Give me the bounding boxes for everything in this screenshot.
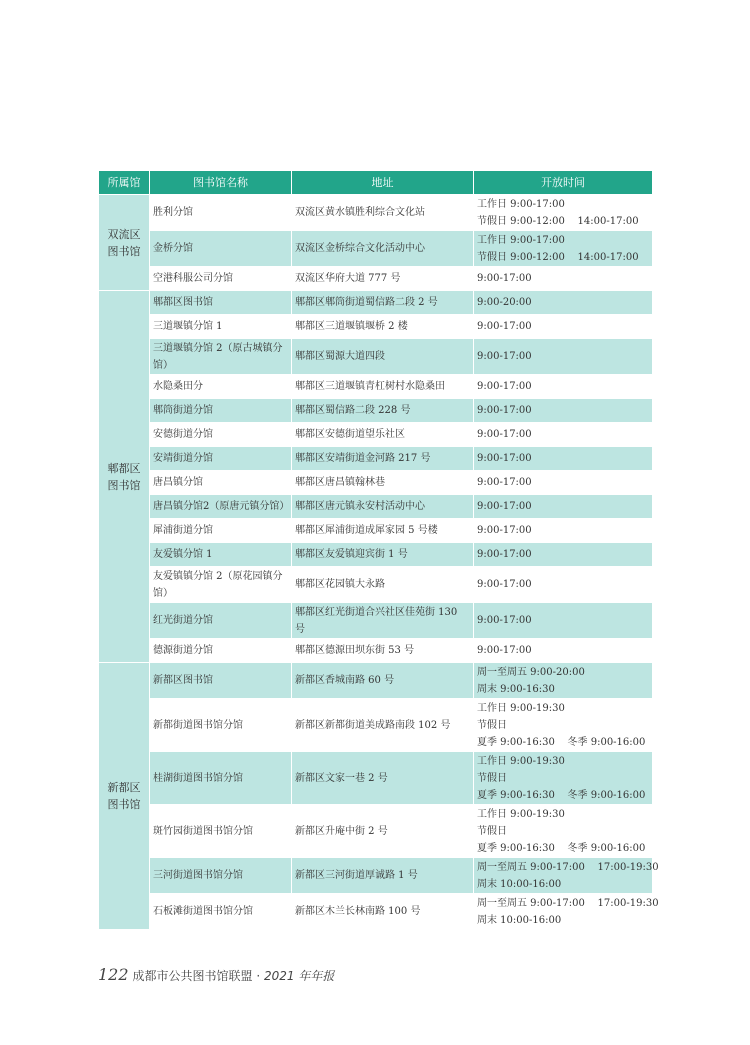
report-year: 2021 年年报: [264, 969, 335, 983]
address-cell: 郫都区蜀信路二段 228 号: [292, 399, 474, 423]
library-name-cell: 金桥分馆: [150, 231, 292, 267]
table-row: [99, 699, 653, 752]
address-cell: 郫都区花园镇大永路: [292, 567, 474, 603]
opening-hours-cell: [474, 805, 653, 858]
library-name-cell: 新都区图书馆: [150, 663, 292, 699]
library-name-cell: 斑竹园街道图书馆分馆: [150, 805, 292, 858]
address-cell: 新都区三河街道厚诚路 1 号: [292, 858, 474, 894]
page-footer: [98, 965, 334, 984]
library-name-cell: 三道堰镇分馆 2（原古城镇分馆）: [150, 339, 292, 375]
opening-hours-line: 节假日: [477, 719, 507, 731]
table-row: [99, 231, 653, 267]
opening-hours-line: 节假日: [477, 772, 507, 784]
table-row: [99, 639, 653, 663]
table-row: [99, 894, 653, 930]
address-cell: 郫都区唐昌镇翰林巷: [292, 471, 474, 495]
library-name-cell: 三道堰镇分馆 1: [150, 315, 292, 339]
opening-hours-line: 9:00-17:00: [477, 525, 532, 536]
address-cell: 郫都区唐元镇永安村活动中心: [292, 495, 474, 519]
table-row: [99, 195, 653, 231]
opening-hours-line: 9:00-17:00: [477, 405, 532, 416]
address-cell: 郫都区友爱镇迎宾街 1 号: [292, 543, 474, 567]
address-cell: 新都区木兰长林南路 100 号: [292, 894, 474, 930]
table-row: [99, 375, 653, 399]
address-cell: 双流区黄水镇胜利综合文化站: [292, 195, 474, 231]
opening-hours-line: 9:00-17:00: [477, 453, 532, 464]
library-name-cell: 郫筒街道分馆: [150, 399, 292, 423]
table-row: [99, 423, 653, 447]
table-header-row: [99, 171, 653, 195]
header-address: 地址: [292, 171, 474, 195]
opening-hours-cell: [474, 291, 653, 315]
address-cell: 双流区华府大道 777 号: [292, 267, 474, 291]
opening-hours-line: 9:00-17:00: [477, 381, 532, 392]
opening-hours-line: 夏季 9:00-16:30 冬季 9:00-16:00: [477, 789, 646, 801]
header-opening-hours: 开放时间: [474, 171, 653, 195]
header-district: 所属馆: [99, 171, 150, 195]
address-cell: 郫都区安靖街道金河路 217 号: [292, 447, 474, 471]
address-cell: 郫都区蜀源大道四段: [292, 339, 474, 375]
opening-hours-line: 周末 9:00-16:30: [477, 683, 555, 695]
opening-hours-line: 9:00-17:00: [477, 429, 532, 440]
address-cell: 郫都区安德街道望乐社区: [292, 423, 474, 447]
opening-hours-cell: [474, 231, 653, 267]
address-cell: 新都区文家一巷 2 号: [292, 752, 474, 805]
opening-hours-line: 9:00-17:00: [477, 321, 532, 332]
opening-hours-line: 周末 10:00-16:00: [477, 914, 562, 926]
library-name-cell: 红光街道分馆: [150, 603, 292, 639]
table-body: [99, 195, 659, 930]
opening-hours-cell: [474, 567, 653, 603]
library-name-cell: 郫都区图书馆: [150, 291, 292, 315]
library-name-cell: 唐昌镇分馆2（原唐元镇分馆）: [150, 495, 292, 519]
opening-hours-cell: [474, 423, 653, 447]
opening-hours-cell: [474, 471, 653, 495]
opening-hours-line: 9:00-17:00: [477, 579, 532, 590]
publication-name: 成都市公共图书馆联盟 ·: [132, 969, 264, 983]
library-name-cell: 唐昌镇分馆: [150, 471, 292, 495]
page-number: 122: [98, 965, 129, 984]
opening-hours-line: 9:00-17:00: [477, 501, 532, 512]
opening-hours-cell: [474, 699, 653, 752]
table-row: [99, 291, 653, 315]
opening-hours-line: 节假日 9:00-12:00 14:00-17:00: [477, 215, 639, 227]
table-row: [99, 315, 653, 339]
opening-hours-line: 9:00-17:00: [477, 477, 532, 488]
address-cell: 新都区新都街道美成路南段 102 号: [292, 699, 474, 752]
address-cell: 郫都区三道堰镇堰桥 2 楼: [292, 315, 474, 339]
address-cell: 新都区香城南路 60 号: [292, 663, 474, 699]
opening-hours-line: 9:00-17:00: [477, 549, 532, 560]
address-cell: 新都区升庵中街 2 号: [292, 805, 474, 858]
library-name-cell: 友爱镇分馆 1: [150, 543, 292, 567]
opening-hours-line: 节假日 9:00-12:00 14:00-17:00: [477, 251, 639, 263]
opening-hours-cell: [474, 752, 653, 805]
district-cell: 双流区 图书馆: [99, 195, 150, 291]
opening-hours-line: 夏季 9:00-16:30 冬季 9:00-16:00: [477, 842, 646, 854]
opening-hours-line: 周一至周五 9:00-17:00 17:00-19:30: [477, 861, 659, 873]
opening-hours-line: 9:00-17:00: [477, 615, 532, 626]
table-row: [99, 567, 653, 603]
opening-hours-cell: [474, 495, 653, 519]
library-name-cell: 桂湖街道图书馆分馆: [150, 752, 292, 805]
table-row: [99, 399, 653, 423]
table-row: [99, 267, 653, 291]
opening-hours-line: 工作日 9:00-19:30: [477, 702, 565, 714]
opening-hours-line: 工作日 9:00-17:00: [477, 198, 565, 210]
opening-hours-line: 周一至周五 9:00-20:00: [477, 666, 585, 678]
opening-hours-cell: [474, 375, 653, 399]
opening-hours-line: 9:00-17:00: [477, 273, 532, 284]
library-name-cell: 新都街道图书馆分馆: [150, 699, 292, 752]
library-name-cell: 三河街道图书馆分馆: [150, 858, 292, 894]
library-name-cell: 石板滩街道图书馆分馆: [150, 894, 292, 930]
district-cell: 郫都区 图书馆: [99, 291, 150, 663]
library-name-cell: 友爱镇镇分馆 2（原花园镇分馆）: [150, 567, 292, 603]
library-name-cell: 安靖街道分馆: [150, 447, 292, 471]
table-row: [99, 543, 653, 567]
opening-hours-cell: [474, 447, 653, 471]
library-name-cell: 犀浦街道分馆: [150, 519, 292, 543]
opening-hours-line: 夏季 9:00-16:30 冬季 9:00-16:00: [477, 736, 646, 748]
opening-hours-line: 周一至周五 9:00-17:00 17:00-19:30: [477, 897, 659, 909]
library-table: [98, 170, 659, 930]
opening-hours-cell: [474, 315, 653, 339]
address-cell: 郫都区犀浦街道成犀家园 5 号楼: [292, 519, 474, 543]
opening-hours-cell: [474, 603, 653, 639]
opening-hours-cell: [474, 195, 653, 231]
opening-hours-line: 9:00-20:00: [477, 297, 532, 308]
library-name-cell: 空港科服公司分馆: [150, 267, 292, 291]
table-row: [99, 805, 653, 858]
table-row: [99, 447, 653, 471]
address-cell: 郫都区三道堰镇青杠树村水隐桑田: [292, 375, 474, 399]
opening-hours-line: 9:00-17:00: [477, 351, 532, 362]
table-row: [99, 519, 653, 543]
table-row: [99, 471, 653, 495]
opening-hours-cell: [474, 543, 653, 567]
library-name-cell: 水隐桑田分: [150, 375, 292, 399]
header-library-name: 图书馆名称: [150, 171, 292, 195]
opening-hours-cell: [474, 399, 653, 423]
address-cell: 郫都区德源田坝东街 53 号: [292, 639, 474, 663]
table-row: [99, 603, 653, 639]
opening-hours-line: 工作日 9:00-19:30: [477, 755, 565, 767]
table-row: [99, 663, 653, 699]
opening-hours-line: 9:00-17:00: [477, 645, 532, 656]
table-row: [99, 858, 653, 894]
opening-hours-cell: [474, 639, 653, 663]
opening-hours-cell: [474, 519, 653, 543]
library-name-cell: 安德街道分馆: [150, 423, 292, 447]
opening-hours-cell: [474, 663, 653, 699]
address-cell: 双流区金桥综合文化活动中心: [292, 231, 474, 267]
opening-hours-line: 工作日 9:00-19:30: [477, 808, 565, 820]
district-cell: 新都区 图书馆: [99, 663, 150, 930]
library-name-cell: 胜利分馆: [150, 195, 292, 231]
opening-hours-cell: [474, 894, 659, 930]
table-row: [99, 495, 653, 519]
opening-hours-cell: [474, 339, 653, 375]
library-name-cell: 德源街道分馆: [150, 639, 292, 663]
opening-hours-line: 工作日 9:00-17:00: [477, 234, 565, 246]
address-cell: 郫都区红光街道合兴社区佳苑街 130 号: [292, 603, 474, 639]
table-row: [99, 752, 653, 805]
opening-hours-cell: [474, 858, 659, 894]
table-row: [99, 339, 653, 375]
opening-hours-line: 周末 10:00-16:00: [477, 878, 562, 890]
opening-hours-cell: [474, 267, 653, 291]
opening-hours-line: 节假日: [477, 825, 507, 837]
address-cell: 郫都区郫筒街道蜀信路二段 2 号: [292, 291, 474, 315]
